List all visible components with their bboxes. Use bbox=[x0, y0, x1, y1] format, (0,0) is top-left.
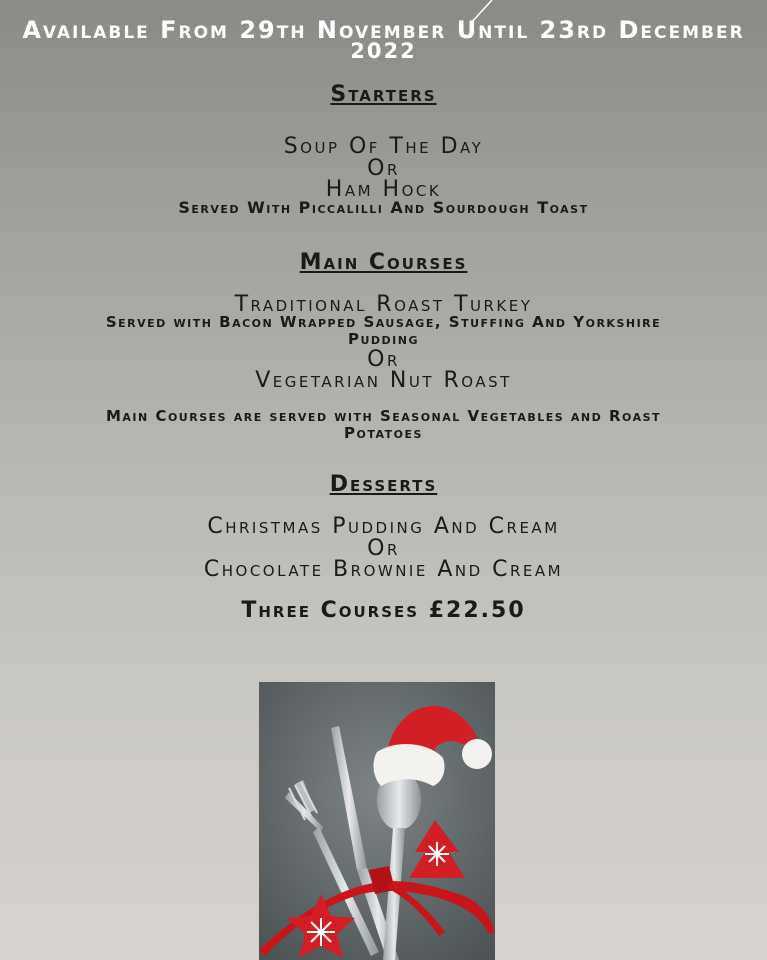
desserts-heading: Desserts bbox=[329, 472, 438, 497]
christmas-cutlery-illustration bbox=[259, 682, 495, 960]
starter-item-ham-hock-description: Served With Piccalilli And Sourdough Toast bbox=[178, 198, 589, 217]
availability-line-1: Available From 29th November Until 23rd December bbox=[22, 16, 745, 44]
main-item-turkey-description-2: Pudding bbox=[347, 330, 419, 348]
dessert-item-brownie: Chocolate Brownie And Cream bbox=[203, 557, 564, 582]
main-or: Or bbox=[367, 347, 400, 372]
price-three-courses: Three Courses £22.50 bbox=[241, 598, 526, 623]
main-courses-note-1: Main Courses are served with Seasonal Vegetables and Roast bbox=[105, 407, 662, 425]
starters-heading: Starters bbox=[330, 82, 437, 107]
main-courses-heading: Main Courses bbox=[299, 250, 468, 275]
main-item-nut-roast: Vegetarian Nut Roast bbox=[255, 368, 512, 393]
starter-item-soup: Soup Of The Day bbox=[283, 134, 484, 159]
starter-or: Or bbox=[367, 156, 400, 181]
starter-item-ham-hock: Ham Hock bbox=[325, 177, 442, 202]
main-item-turkey: Traditional Roast Turkey bbox=[234, 292, 533, 317]
availability-line-2: 2022 bbox=[350, 39, 417, 63]
dessert-or: Or bbox=[367, 536, 400, 561]
main-courses-note-2: Potatoes bbox=[344, 424, 423, 442]
main-item-turkey-description-1: Served with Bacon Wrapped Sausage, Stuffing And Yorkshire bbox=[105, 313, 662, 331]
dessert-item-christmas-pudding: Christmas Pudding And Cream bbox=[207, 514, 560, 539]
